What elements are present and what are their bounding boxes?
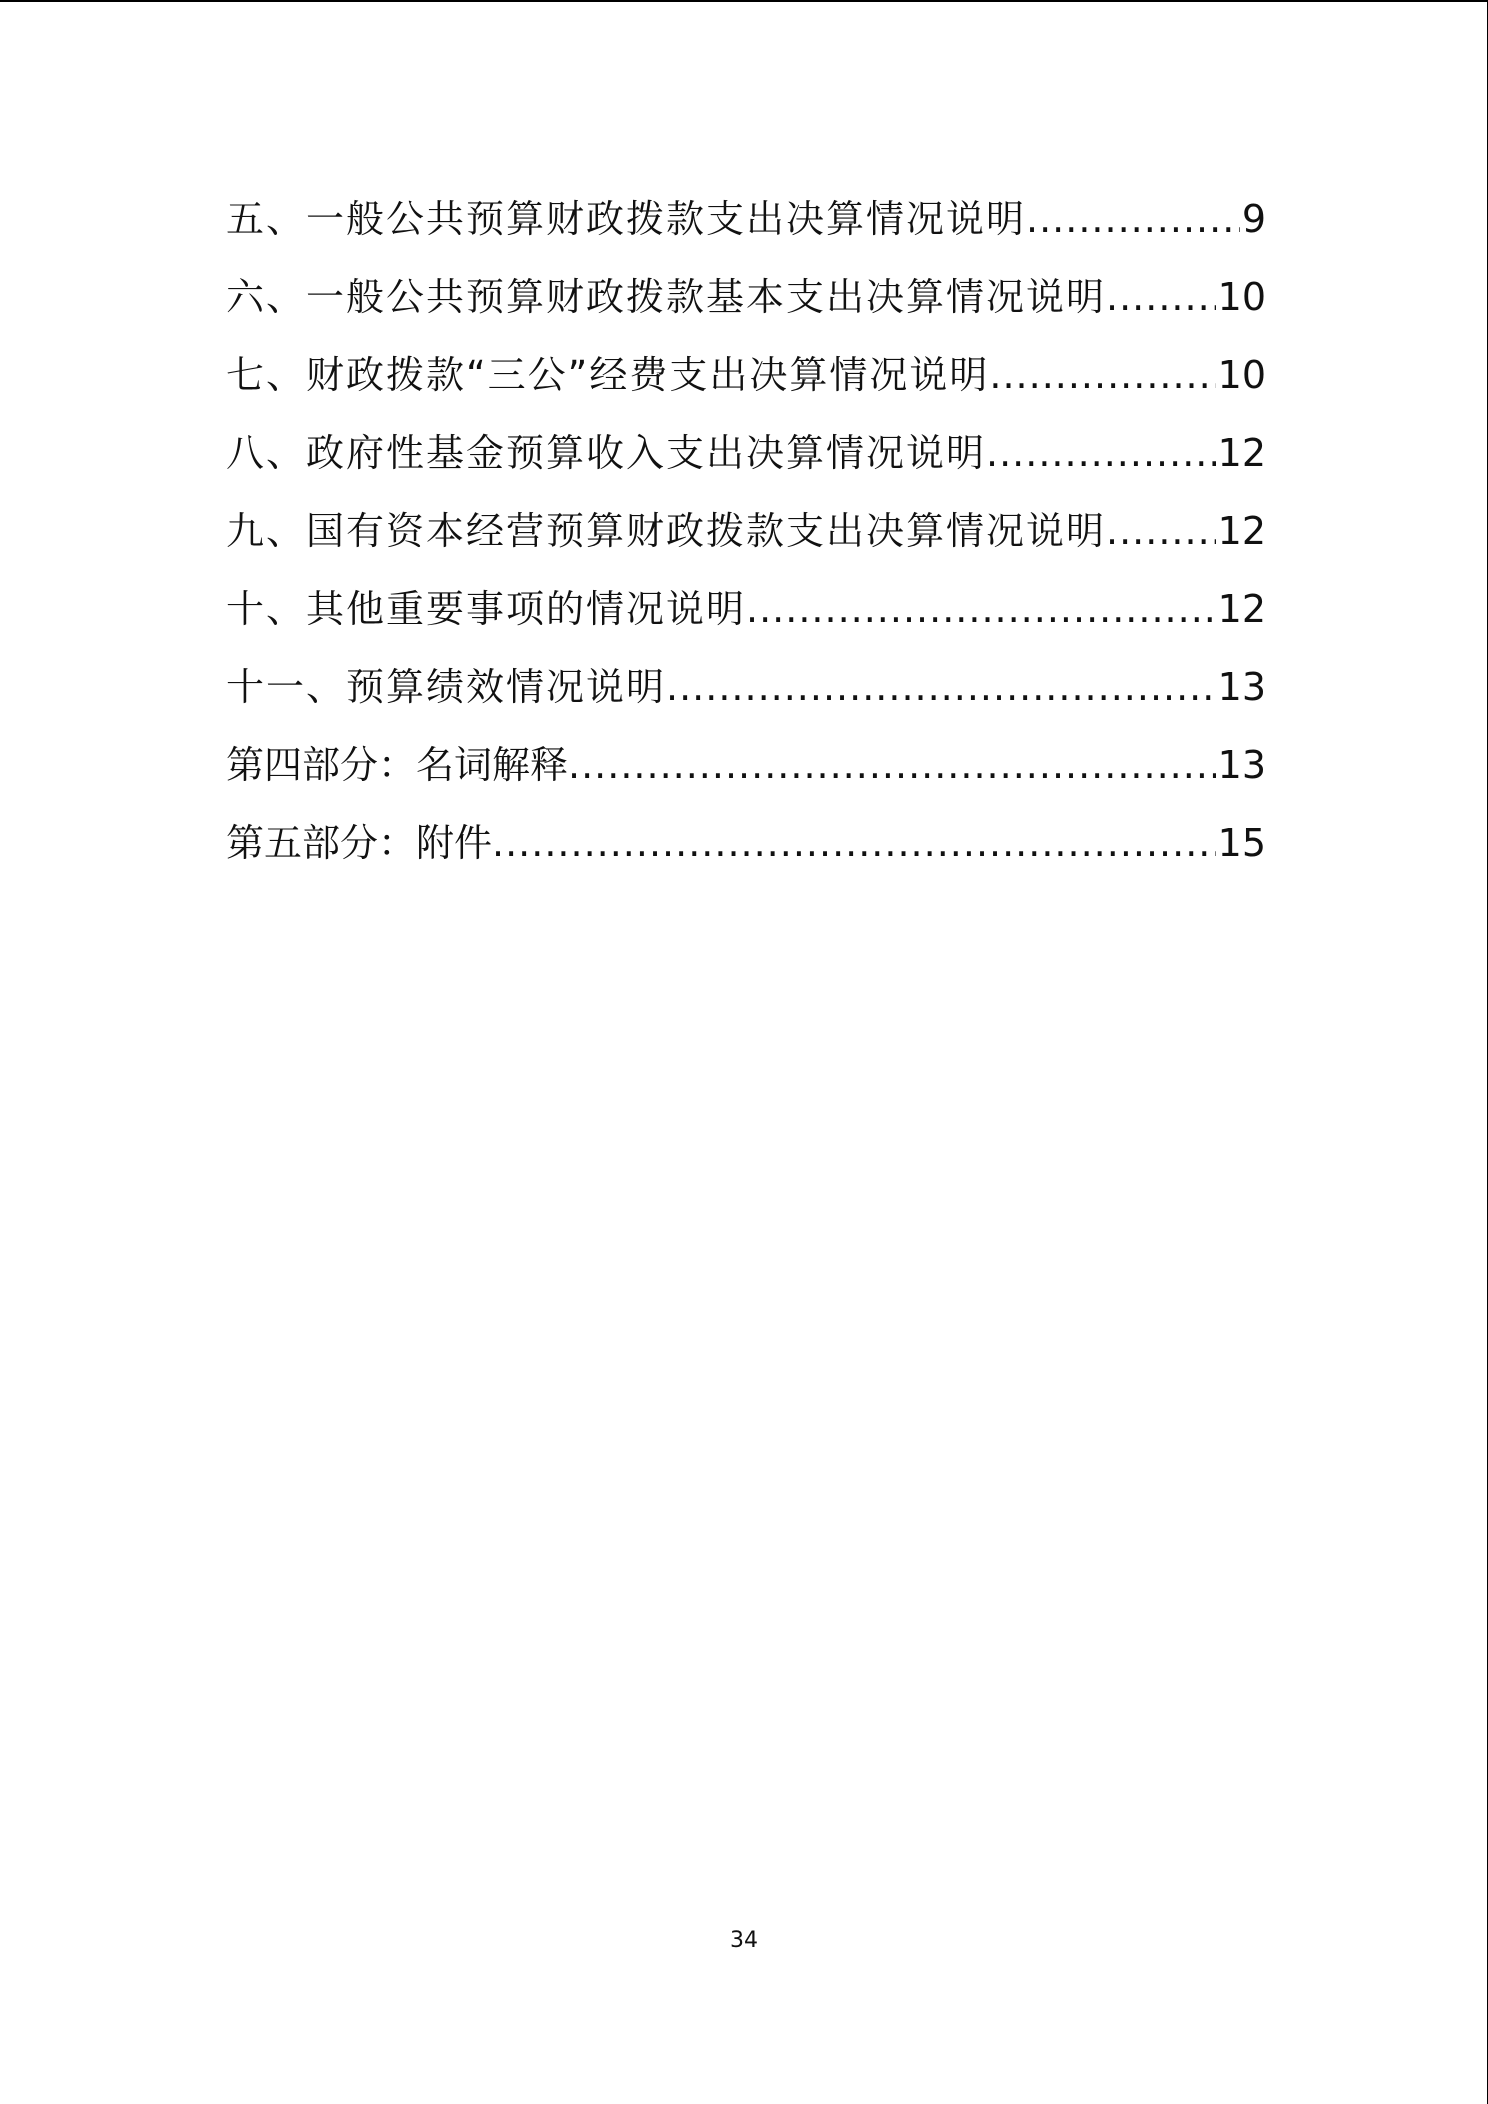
toc-leader-dots — [1106, 258, 1216, 336]
page-top-border — [0, 0, 1488, 2]
toc-entry-label: 七、财政拨款“三公”经费支出决算情况说明 — [226, 353, 990, 397]
toc-entry-page: 9 — [1241, 197, 1266, 241]
toc-entry-label: 第五部分：附件 — [226, 821, 493, 865]
toc-entry[interactable] — [226, 648, 1266, 726]
toc-entry[interactable] — [226, 180, 1266, 258]
toc-leader-dots — [492, 804, 1216, 882]
toc-entry-page: 12 — [1217, 509, 1266, 553]
toc-entry[interactable] — [226, 492, 1266, 570]
toc-entry-label: 十一、预算绩效情况说明 — [226, 665, 667, 709]
toc-entry[interactable] — [226, 570, 1266, 648]
toc-entry-label: 六、一般公共预算财政拨款基本支出决算情况说明 — [226, 275, 1107, 319]
toc-leader-dots — [666, 648, 1216, 726]
toc-entry-page: 10 — [1217, 353, 1266, 397]
toc-entry[interactable] — [226, 414, 1266, 492]
toc-entry-label: 九、国有资本经营预算财政拨款支出决算情况说明 — [226, 509, 1107, 553]
toc-entry[interactable] — [226, 258, 1266, 336]
table-of-contents — [226, 180, 1266, 882]
toc-entry-page: 12 — [1217, 587, 1266, 631]
toc-entry[interactable] — [226, 336, 1266, 414]
toc-entry-page: 10 — [1217, 275, 1266, 319]
toc-entry-page: 15 — [1217, 821, 1266, 865]
page-number: 34 — [730, 1928, 758, 1953]
toc-entry-page: 13 — [1217, 665, 1266, 709]
toc-entry-label: 八、政府性基金预算收入支出决算情况说明 — [226, 431, 987, 475]
toc-leader-dots — [568, 726, 1216, 804]
toc-leader-dots — [986, 414, 1216, 492]
toc-entry-page: 12 — [1217, 431, 1266, 475]
toc-entry-label: 十、其他重要事项的情况说明 — [226, 587, 747, 631]
toc-leader-dots — [1106, 492, 1216, 570]
toc-leader-dots — [746, 570, 1216, 648]
toc-entry-part[interactable] — [226, 726, 1266, 804]
toc-entry-label: 第四部分：名词解释 — [226, 743, 569, 787]
toc-entry-part[interactable] — [226, 804, 1266, 882]
toc-leader-dots — [1026, 180, 1240, 258]
toc-leader-dots — [989, 336, 1215, 414]
toc-entry-label: 五、一般公共预算财政拨款支出决算情况说明 — [226, 197, 1027, 241]
toc-entry-page: 13 — [1217, 743, 1266, 787]
